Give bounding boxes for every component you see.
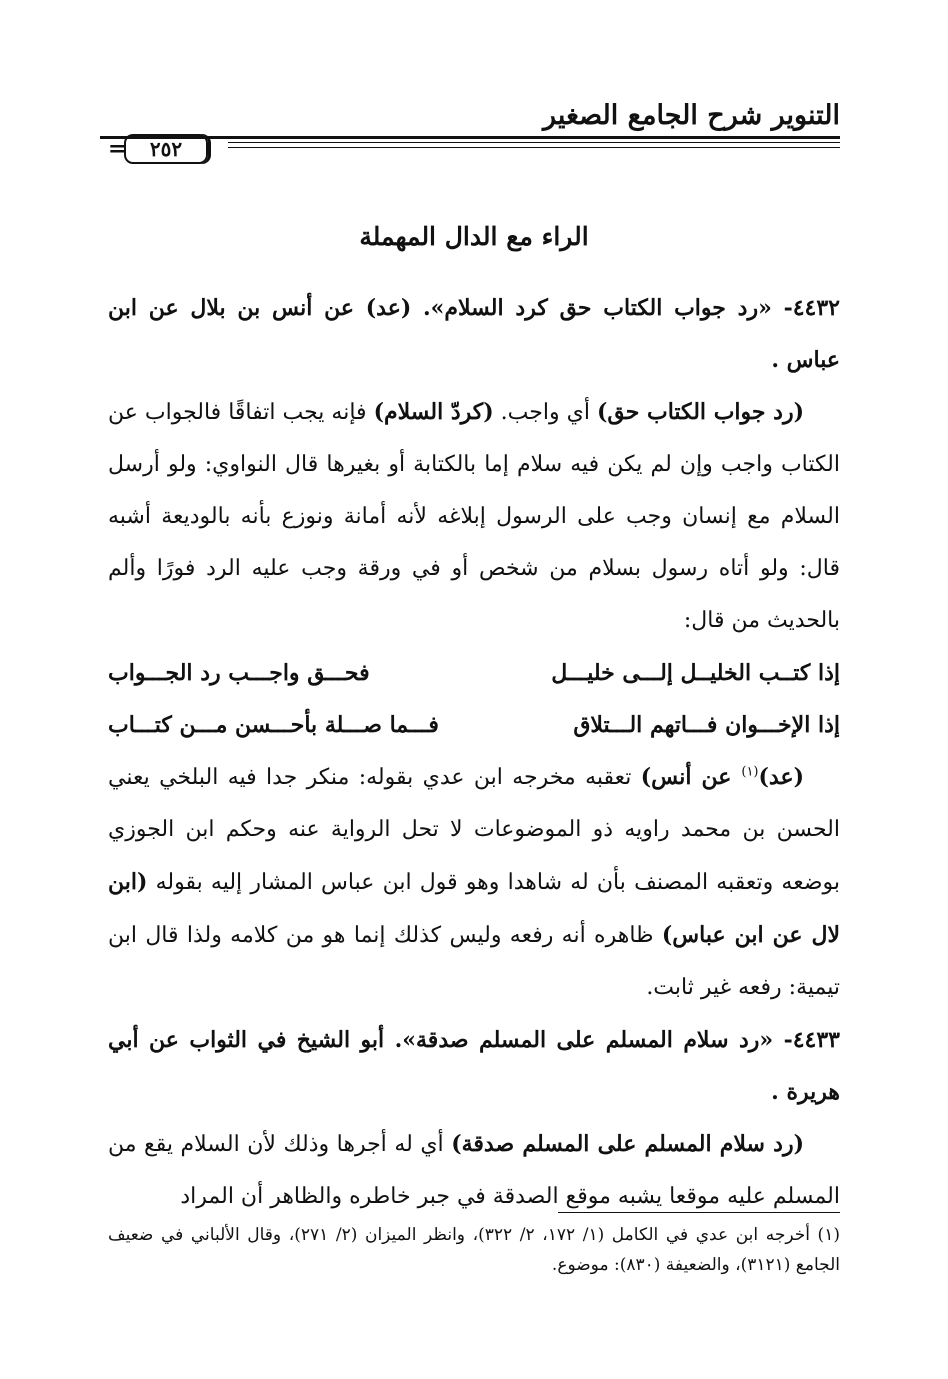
running-title: التنوير شرح الجامع الصغير xyxy=(543,100,840,131)
poem-verse-2 xyxy=(108,699,840,751)
commentary-4433 xyxy=(108,1118,840,1223)
commentary-4432-part1 xyxy=(108,386,840,647)
page-number-frame xyxy=(108,132,226,166)
commentary-4432-part2 xyxy=(108,751,840,1014)
commentary-text: ظاهره أنه رفعه وليس كذلك إنما هو من كلامه ولذا قال ابن تيمية: رفعه غير ثابت. xyxy=(108,923,840,1000)
header-rule-thin-2 xyxy=(228,147,840,148)
hadith-4433: ٤٤٣٣- «رد سلام المسلم على المسلم صدقة». أبو الشيخ في الثواب عن أبي هريرة . xyxy=(108,1027,840,1105)
page-number: ٢٥٢ xyxy=(124,134,208,164)
commentary-lemma: (رد سلام المسلم على المسلم صدقة) xyxy=(451,1131,804,1157)
header-rule-thin-1 xyxy=(228,142,840,143)
verse-1-hemistich-2: فحـــق واجـــب رد الجـــواب xyxy=(108,660,370,686)
main-text xyxy=(108,282,840,1223)
commentary-text: فإنه يجب اتفاقًا فالجواب عن الكتاب واجب وإن لم يكن فيه سلام إما بالكتابة أو بغيرها قال النواوي: ولو أرسل السلام مع إنسان وجب على الرسول إبلاغه لأنه أمانة ونوزع بأنه بالوديعة أشبه قال: ولو أتاه رسول بسلام من شخص أو في ورقة وجب عليه الرد فورًا وألم بالحديث من قال: xyxy=(108,400,840,633)
commentary-lemma: (كردّ السلام) xyxy=(373,399,494,425)
header-rule xyxy=(108,136,840,176)
commentary-text: أي واجب. xyxy=(493,400,597,425)
commentary-lemma: (عد) xyxy=(758,764,804,790)
commentary-lemma: عن أنس) xyxy=(640,764,742,790)
page-number-ornament: = xyxy=(108,136,127,162)
footnote-1: (١) أخرجه ابن عدي في الكامل (١/ ١٧٢، ٢/ ٣٢٢)، وانظر الميزان (٢/ ٢٧١)، وقال الألباني في ضعيف الجامع (٣١٢١)، والضعيفة (٨٣٠): موضوع. xyxy=(108,1225,840,1275)
commentary-lemma: (ابن لال عن ابن عباس) xyxy=(108,869,840,948)
poem-verse-1 xyxy=(108,647,840,699)
commentary-text: أي له أجرها وذلك لأن السلام يقع من المسلم عليه موقعا يشبه موقع الصدقة في جبر خاطره والظاهر أن المراد xyxy=(108,1132,840,1209)
verse-1-hemistich-1: إذا كتــب الخليــل إلـــى خليـــل xyxy=(551,660,840,686)
verse-2-hemistich-1: إذا الإخـــوان فـــاتهم الـــتلاق xyxy=(573,712,840,738)
hadith-4432: ٤٤٣٢- «رد جواب الكتاب حق كرد السلام». (عد) عن أنس بن بلال عن ابن عباس . xyxy=(108,295,840,373)
footnote-separator xyxy=(558,1212,840,1213)
commentary-lemma: (رد جواب الكتاب حق) xyxy=(596,399,804,425)
footnote-marker: (١) xyxy=(741,764,759,780)
commentary-text: تعقبه مخرجه ابن عدي بقوله: منكر جدا فيه البلخي يعني الحسن بن محمد راويه ذو الموضوعات لا تحل الرواية عنه وحكم ابن الجوزي بوضعه وتعقبه المصنف بأن له شاهدا وهو قول ابن عباس المشار إليه بقوله xyxy=(108,765,840,895)
section-heading: الراء مع الدال المهملة xyxy=(359,222,589,251)
verse-2-hemistich-2: فـــما صـــلة بأحـــسن مـــن كتـــاب xyxy=(108,712,439,738)
